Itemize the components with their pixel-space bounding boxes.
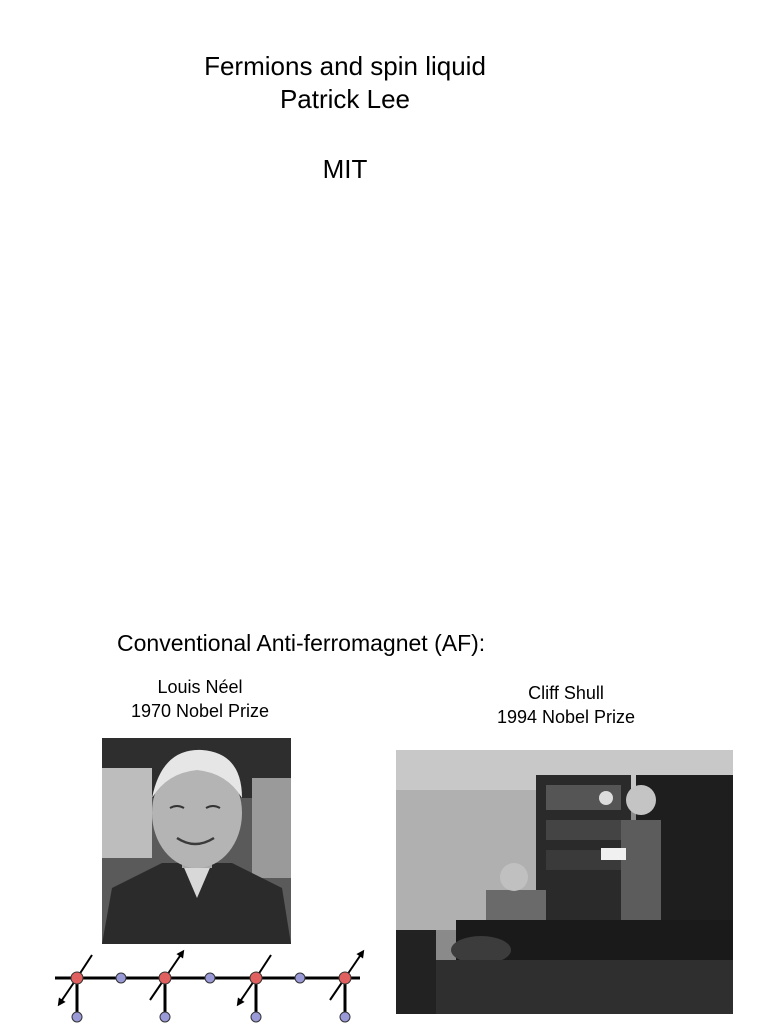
caption-neel-name: Louis Néel — [157, 677, 243, 697]
caption-shull — [466, 681, 666, 729]
caption-shull-name: Cliff Shull — [528, 683, 604, 703]
author-name: Patrick Lee — [279, 84, 411, 114]
caption-neel-prize: 1970 Nobel Prize — [130, 701, 270, 721]
slide-title: Fermions and spin liquid — [204, 51, 486, 81]
lattice-bonds — [55, 978, 360, 1017]
shull-lab-photo — [396, 750, 733, 1014]
title-block — [130, 50, 560, 116]
caption-shull-prize: 1994 Nobel Prize — [496, 707, 636, 727]
affiliation: MIT — [322, 154, 368, 184]
section-heading: Conventional Anti-ferromagnet (AF): — [117, 630, 486, 656]
caption-neel — [100, 675, 300, 723]
antiferromagnet-lattice-diagram — [40, 945, 380, 1024]
neel-portrait-photo — [102, 738, 291, 944]
bond-sites — [72, 973, 350, 1022]
